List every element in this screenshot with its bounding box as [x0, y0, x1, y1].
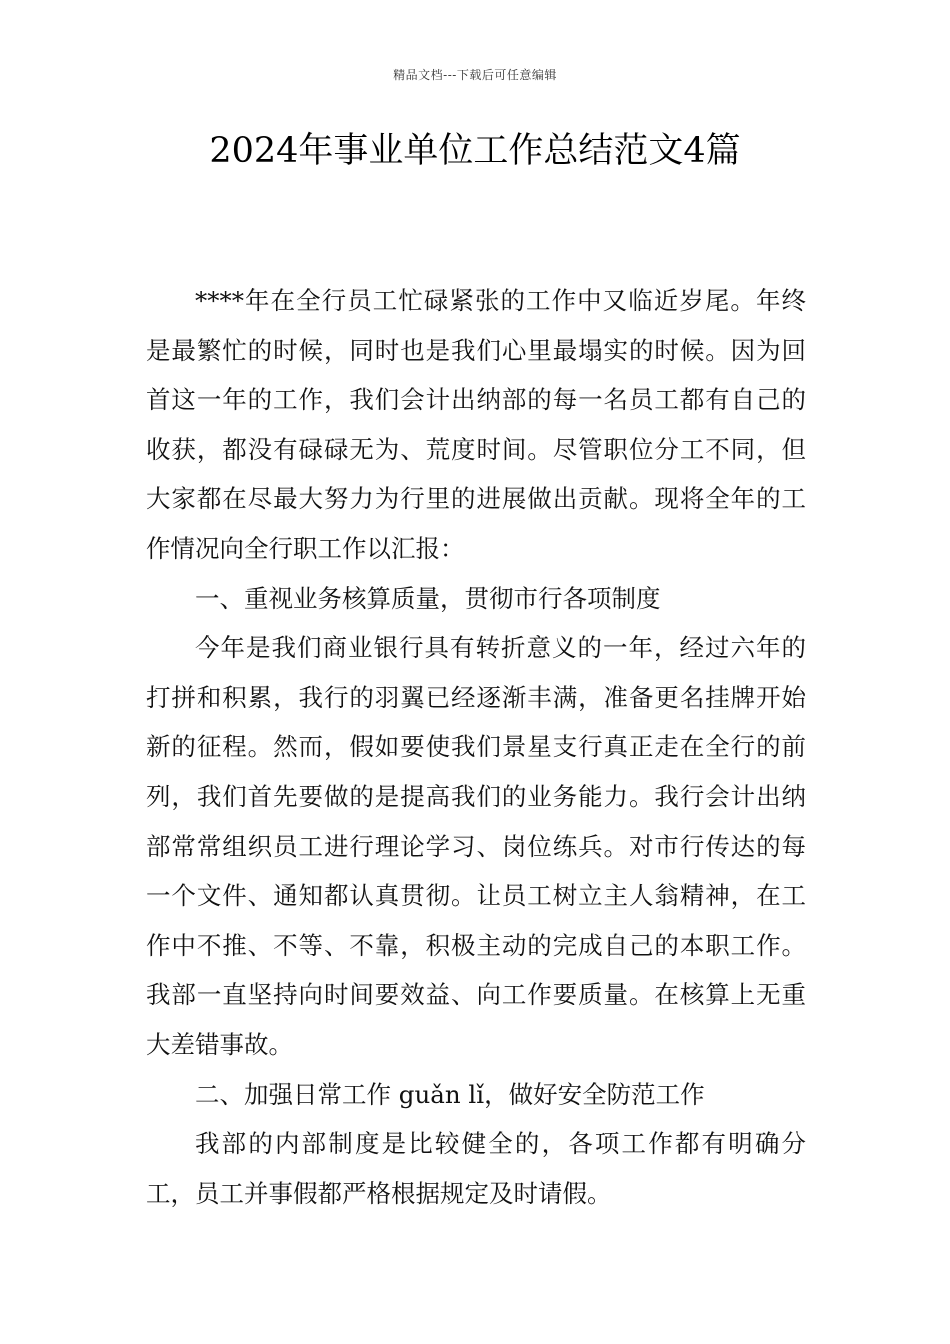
- paragraph-intro: ****年在全行员工忙碌紧张的工作中又临近岁尾。年终是最繁忙的时候，同时也是我们心里最塌实的时候。因为回首这一年的工作，我们会计出纳部的每一名员工都有自己的收获，都没有碌碌无为、荒度时间。尽管职位分工不同，但大家都在尽最大努力为行里的进展做出贡献。现将全年的工作情况向全行职工作以汇报：: [146, 286, 806, 563]
- section-heading-2: 二、加强日常工作 guǎn lǐ，做好安全防范工作: [195, 1079, 705, 1109]
- paragraph-section-1: 今年是我们商业银行具有转折意义的一年，经过六年的打拼和积累，我行的羽翼已经逐渐丰满，准备更名挂牌开始新的征程。然而，假如要使我们景星支行真正走在全行的前列，我们首先要做的是提高我们的业务能力。我行会计出纳部常常组织员工进行理论学习、岗位练兵。对市行传达的每一个文件、通知都认真贯彻。让员工树立主人翁精神，在工作中不推、不等、不靠，积极主动的完成自己的本职工作。我部一直坚持向时间要效益、向工作要质量。在核算上无重大差错事故。: [146, 633, 806, 1059]
- document-body: [146, 276, 806, 1218]
- section-heading-1: 一、重视业务核算质量，贯彻市行各项制度: [195, 583, 661, 613]
- paragraph-section-2: 我部的内部制度是比较健全的，各项工作都有明确分工，员工并事假都严格根据规定及时请假。: [146, 1129, 806, 1208]
- document-title: 2024年事业单位工作总结范文4篇: [209, 131, 741, 171]
- header-note: 精品文档---下载后可任意编辑: [393, 68, 557, 82]
